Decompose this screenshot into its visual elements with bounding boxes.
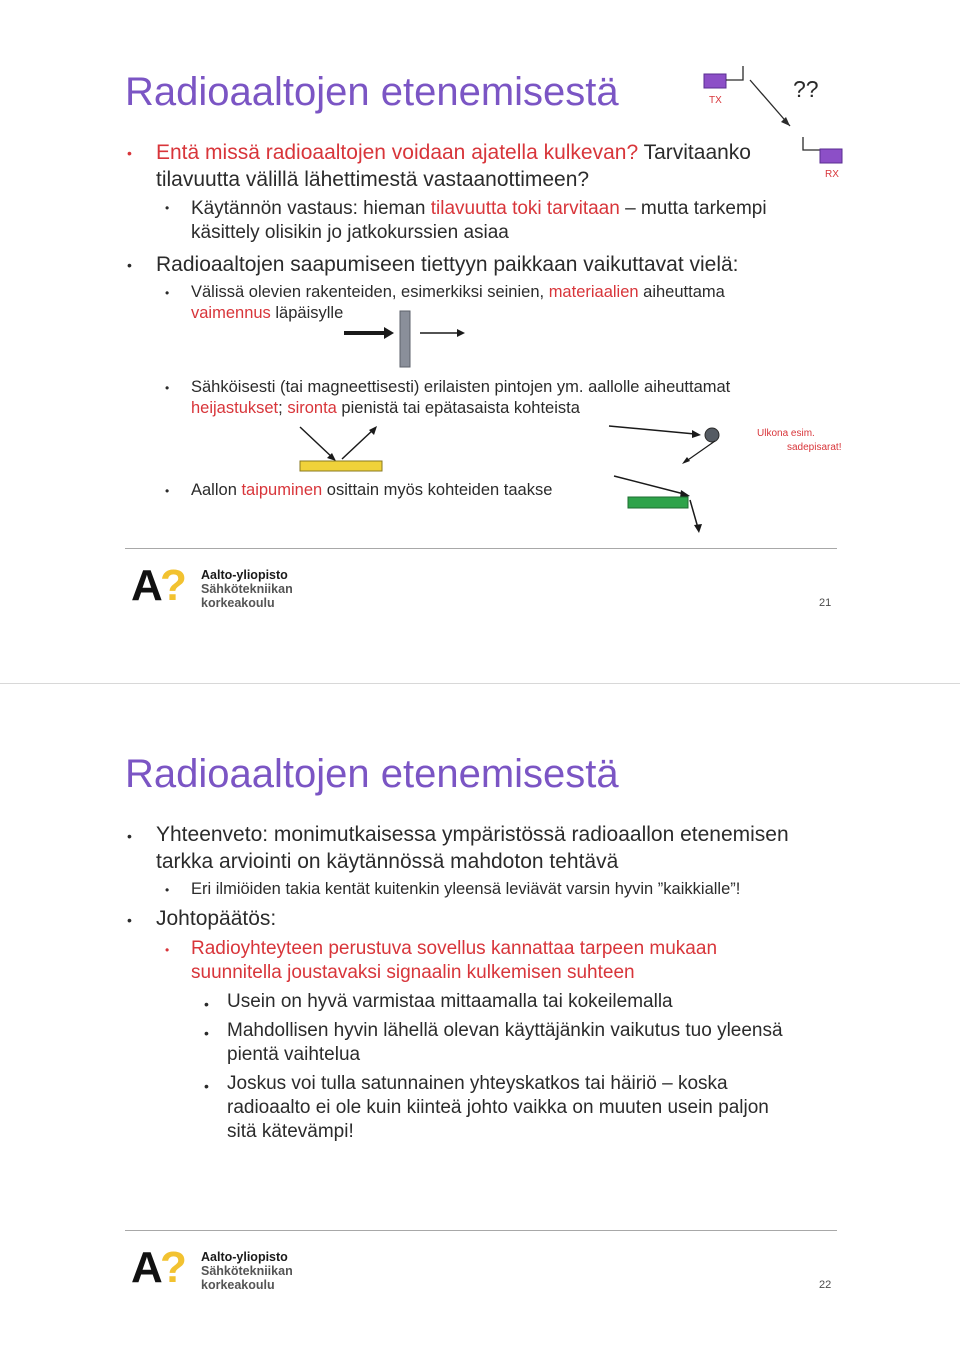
reflection-diagram — [290, 423, 390, 473]
bullet-icon: • — [204, 1025, 209, 1041]
bullet-1-1: Eri ilmiöiden takia kentät kuitenkin yleensä leviävät varsin hyvin ”kaikkialle”! — [191, 880, 741, 898]
aalto-logo — [131, 561, 191, 610]
aalto-logo — [131, 1243, 191, 1292]
bullet-icon: • — [165, 484, 170, 498]
arrow-head — [457, 329, 465, 337]
scattered-ray — [685, 441, 715, 462]
bullet-icon: • — [165, 883, 170, 897]
bullet-2-3: Aallon taipuminen osittain myös kohteiden taakse — [191, 481, 553, 499]
bullet-2-1: Välissä olevien rakenteiden, esimerkiksi seinien, materiaalien aiheuttama vaimennus läpäisylle — [191, 283, 725, 322]
arrow-head — [692, 430, 701, 438]
scatter-droplet — [705, 428, 719, 442]
bullet-icon: • — [127, 912, 132, 928]
bullet-icon: • — [204, 1078, 209, 1094]
logo-line-2: Sähkötekniikan — [201, 1264, 293, 1278]
logo-mark: A — [131, 1243, 163, 1292]
tx-box — [704, 74, 726, 88]
incident-ray — [614, 476, 684, 494]
logo-line-2: Sähkötekniikan — [201, 582, 293, 596]
bullet-1: Yhteenveto: monimutkaisessa ympäristössä radioaallon etenemisen tarkka arviointi on käytännössä mahdoton tehtävä — [156, 823, 789, 873]
logo-question-icon: ? — [160, 561, 187, 610]
bullet-1-1: Käytännön vastaus: hieman tilavuutta toki tarvitaan – mutta tarkempi käsittely olisikin jo jatkokurssien asiaa — [191, 198, 767, 243]
diffraction-diagram — [610, 470, 720, 542]
logo-text — [201, 1250, 293, 1292]
logo-text — [201, 568, 293, 610]
arrow-head — [682, 457, 690, 464]
logo-line-3: korkeakoulu — [201, 1278, 275, 1292]
question-marks: ?? — [793, 76, 819, 102]
sub-bullet-1: Usein on hyvä varmistaa mittaamalla tai kokeilemalla — [227, 991, 673, 1012]
arrow-head — [384, 327, 394, 339]
logo-question-icon: ? — [160, 1243, 187, 1292]
bullet-icon: • — [165, 381, 170, 395]
incident-ray — [300, 427, 334, 459]
bullet-icon: • — [165, 943, 170, 957]
page-title: Radioaaltojen etenemisestä — [125, 752, 619, 796]
bullet-1: Entä missä radioaaltojen voidaan ajatella kulkevan? Tarvitaanko tilavuutta välillä lähettimestä vastaanottimeen? — [156, 141, 751, 191]
bullet-icon: • — [204, 996, 209, 1012]
logo-line-1: Aalto-yliopisto — [201, 1250, 288, 1264]
diffracted-ray — [690, 500, 698, 528]
slide-separator — [0, 683, 960, 684]
logo-mark: A — [131, 561, 163, 610]
outside-note-2: sadepisarat! — [787, 442, 842, 453]
bullet-2: Radioaaltojen saapumiseen tiettyyn paikkaan vaikuttavat vielä: — [156, 253, 739, 276]
bullet-2: Johtopäätös: — [156, 907, 277, 930]
arrow-head — [369, 426, 377, 435]
attenuation-diagram — [340, 305, 480, 371]
bullet-icon: • — [127, 257, 132, 273]
bullet-icon: • — [165, 286, 170, 300]
bullet-2-2: Sähköisesti (tai magneettisesti) erilaisten pintojen ym. aallolle aiheuttamat heijastukset; sironta pienistä tai epätasaista kohteista — [191, 378, 731, 417]
sub-bullet-3: Joskus voi tulla satunnainen yhteyskatkos tai häiriö – koska radioaalto ei ole kuin kiinteä johto vaikka on muuten usein paljon sitä kätevämpi! — [227, 1073, 769, 1142]
page-title: Radioaaltojen etenemisestä — [125, 70, 619, 114]
bullet-2-1: Radioyhteyteen perustuva sovellus kannattaa tarpeen mukaan suunnitella joustavaksi signaalin kulkemisen suhteen — [191, 938, 718, 983]
tx-antenna — [726, 66, 743, 80]
tx-label: TX — [709, 95, 722, 106]
bullet-icon: • — [127, 828, 132, 844]
arrow-head — [781, 117, 790, 126]
page-number: 21 — [819, 597, 832, 609]
rx-label: RX — [825, 169, 839, 180]
footer-divider — [125, 1230, 837, 1231]
scattering-diagram — [605, 420, 745, 468]
obstacle — [628, 497, 688, 508]
logo-line-1: Aalto-yliopisto — [201, 568, 288, 582]
bullet-icon: • — [127, 145, 132, 161]
arrow-head — [694, 524, 702, 533]
sub-bullet-2: Mahdollisen hyvin lähellä olevan käyttäjänkin vaikutus tuo yleensä pientä vaihtelua — [227, 1020, 783, 1065]
footer-divider — [125, 548, 837, 549]
reflector-surface — [300, 461, 382, 471]
wall — [400, 311, 410, 367]
incident-ray — [609, 426, 695, 434]
bullet-icon: • — [165, 201, 170, 215]
outside-note-1: Ulkona esim. — [757, 428, 815, 439]
page-number: 22 — [819, 1279, 832, 1291]
rx-box — [820, 149, 842, 163]
logo-line-3: korkeakoulu — [201, 596, 275, 610]
reflected-ray — [342, 429, 374, 459]
